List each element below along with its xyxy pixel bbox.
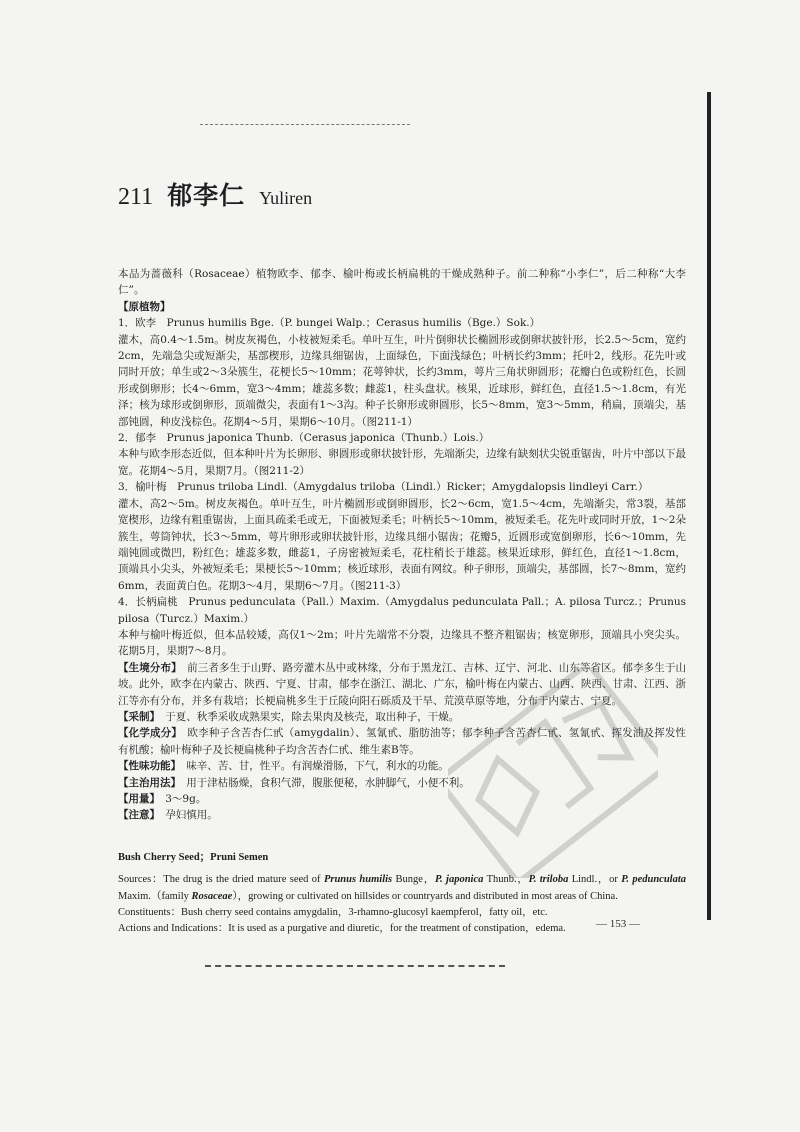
section-indications (118, 775, 686, 791)
section-habitat (118, 660, 686, 709)
plant-3-name: 3．榆叶梅 Prunus triloba Lindl.（Amygdalus triloba（Lindl.）Ricker；Amygdalopsis lindleyi Carr.） (118, 481, 649, 494)
section-dosage-text: 3～9g。 (154, 793, 207, 805)
bottom-scan-rule (205, 965, 505, 967)
plants-heading: 【原植物】 (118, 300, 171, 313)
entry-title (118, 176, 312, 212)
section-caution-label: 【注意】 (118, 809, 155, 822)
entry-name-pinyin: Yuliren (259, 188, 313, 208)
section-chemistry (118, 725, 686, 758)
section-habitat-text: 前三者多生于山野、路旁灌木丛中或林缘，分布于黑龙江、吉林、辽宁、河北、山东等省区。郁李多生于山坡。此外，欧李在内蒙古、陕西、宁夏、甘肃，郁李在浙江、湖北、广东，榆叶梅在内蒙古、山西、陕西、甘肃、江西、浙江等亦有分布，并多有栽培；长梗扁桃多生于丘陵向阳石砾质及干旱、荒漠草原等地，分布于内蒙古、宁夏。 (118, 661, 687, 707)
english-constituents: Constituents：Bush cherry seed contains amygdalin，3-rhamno-glucosyl kaempferol，fatty oil，etc. (118, 907, 548, 919)
plant-1-name: 1．欧李 Prunus humilis Bge.（P. bungei Walp.；Cerasus humilis（Bge.）Sok.） (118, 317, 541, 330)
section-indications-text: 用于津枯肠燥，食积气滞，腹胀便秘，水肿脚气，小便不利。 (175, 776, 470, 789)
plant-4-desc: 本种与榆叶梅近似，但本品较矮，高仅1～2m；叶片先端常不分裂，边缘具不整齐粗锯齿；核宽卵形，顶端具小突尖头。花期5月，果期7～8月。 (118, 628, 686, 658)
intro-paragraph: 本品为蔷薇科（Rosaceae）植物欧李、郁李、榆叶梅或长柄扁桃的干燥成熟种子。前二种称“小李仁”，后二种称“大李仁”。 (118, 268, 686, 297)
page-edge-bar (707, 92, 711, 920)
section-processing (118, 709, 686, 725)
plant-2-name: 2．郁李 Prunus japonica Thunb.（Cerasus japonica（Thunb.）Lois.） (118, 432, 490, 445)
english-sources (118, 872, 686, 905)
species-humilis: Prunus humilis (323, 874, 393, 886)
section-dosage (118, 791, 686, 807)
plant-1-desc: 灌木，高0.4～1.5m。树皮灰褐色，小枝被短柔毛。单叶互生，叶片倒卵状长椭圆形或倒卵状披针形，长2.5～5cm，宽约2cm，先端急尖或短渐尖，基部楔形，边缘具细锯齿，上面绿色，下面浅绿色；叶柄长约3mm；托叶2，线形。花先叶或同时开放；单生或2～3朵簇生，花梗长5～10mm；花萼钟状，长约3mm，萼片三角状卵圆形；花瓣白色或粉红色，长圆形或倒卵形；长4～6mm，宽3～4mm；雄蕊多数；雌蕊1，柱头盘状。核果，近球形，鲜红色，直径1.5～1.8cm，有光泽；核为球形或倒卵形，顶端微尖，表面有1～3沟。种子长卵形或卵圆形，长5～8mm，宽3～5mm，稍扁，顶端尖，基部钝圆，种皮浅棕色。花期4～5月，果期6～10月。（图211-1） (118, 333, 686, 428)
english-actions: Actions and Indications：It is used as a purgative and diuretic，for the treatment of constipation，edema. (118, 923, 566, 935)
section-properties (118, 758, 686, 774)
english-sources-part: Thunb.， (483, 874, 529, 886)
entry-number: 211 (118, 184, 154, 210)
page-number: — 153 — (596, 918, 640, 930)
english-sources-part: Lindl.，or (568, 874, 622, 886)
family-name: Rosaceae (191, 890, 233, 902)
section-properties-label: 【性味功能】 (118, 760, 176, 773)
english-sources-part: Maxim.（family (118, 890, 192, 902)
section-chemistry-label: 【化学成分】 (118, 727, 177, 740)
english-sources-label: Sources： (118, 874, 164, 886)
section-habitat-label: 【生境分布】 (118, 661, 177, 674)
english-sources-part: The drug is the dried mature seed of (163, 874, 324, 886)
section-chemistry-text: 欧李种子含苦杏仁甙（amygdalin）、氢氰甙、脂肪油等；郁李种子含苦杏仁甙、氢氰甙、挥发油及挥发性有机酸；榆叶梅种子及长梗扁桃种子均含苦杏仁甙、维生素B等。 (118, 727, 687, 756)
english-sources-part: Bunge， (392, 874, 435, 886)
plant-3-desc: 灌木，高2～5m。树皮灰褐色。单叶互生，叶片椭圆形或倒卵圆形，长2～6cm，宽1.5～4cm，先端渐尖，常3裂，基部宽楔形，边缘有粗重锯齿，上面具疏柔毛或无，下面被短柔毛；叶柄长5～10mm，被短柔毛。花先叶或同时开放，1～2朵簇生，萼筒钟状，长3～5mm，萼片卵形或卵状披针形，边缘具细小锯齿；花瓣5，近圆形或宽倒卵形，长6～10mm，先端钝圆或微凹，粉红色；雄蕊多数，雌蕊1，子房密被短柔毛，花柱稍长于雄蕊。核果近球形，鲜红色，直径1～1.8cm，顶端具小尖头，外被短柔毛；果梗长5～10mm；核近球形，表面有网纹。种子卵形，顶端尖，基部圆，长7～8mm，宽约6mm，表面黄白色。花期3～4月，果期6～7月。（图211-3） (118, 497, 686, 592)
top-scan-rule (200, 124, 410, 125)
english-sources-part: ），growing or cultivated on hillsides or countryards and distributed in most areas of China. (232, 890, 618, 902)
section-processing-label: 【采制】 (118, 710, 155, 723)
species-pedunculata: P. pedunculata (621, 874, 687, 886)
section-caution (118, 807, 686, 823)
section-dosage-label: 【用量】 (118, 793, 155, 805)
section-properties-text: 味辛、苦、甘，性平。有润燥滑肠，下气，利水的功能。 (175, 760, 449, 773)
english-title: Bush Cherry Seed；Pruni Semen (118, 851, 269, 863)
section-indications-label: 【主治用法】 (118, 776, 176, 789)
species-japonica: P. japonica (434, 874, 484, 886)
species-triloba: P. triloba (528, 874, 569, 886)
entry-name-cn: 郁李仁 (167, 181, 246, 210)
plant-4-name: 4．长柄扁桃 Prunus pedunculata（Pall.）Maxim.（Amygdalus pedunculata Pall.；A. pilosa Turcz.；Prunus pilosa（Turcz.）Maxim.） (118, 596, 686, 625)
section-processing-text: 于夏、秋季采收成熟果实，除去果肉及核壳，取出种子，干燥。 (154, 710, 460, 723)
entry-body (118, 266, 686, 938)
section-caution-text: 孕妇慎用。 (154, 809, 218, 822)
plant-2-desc: 本种与欧李形态近似，但本种叶片为长卵形、卵圆形或卵状披针形，先端渐尖，边缘有缺刻状尖锐重锯齿，叶片中部以下最宽。花期4～5月，果期7月。（图211-2） (118, 448, 686, 477)
